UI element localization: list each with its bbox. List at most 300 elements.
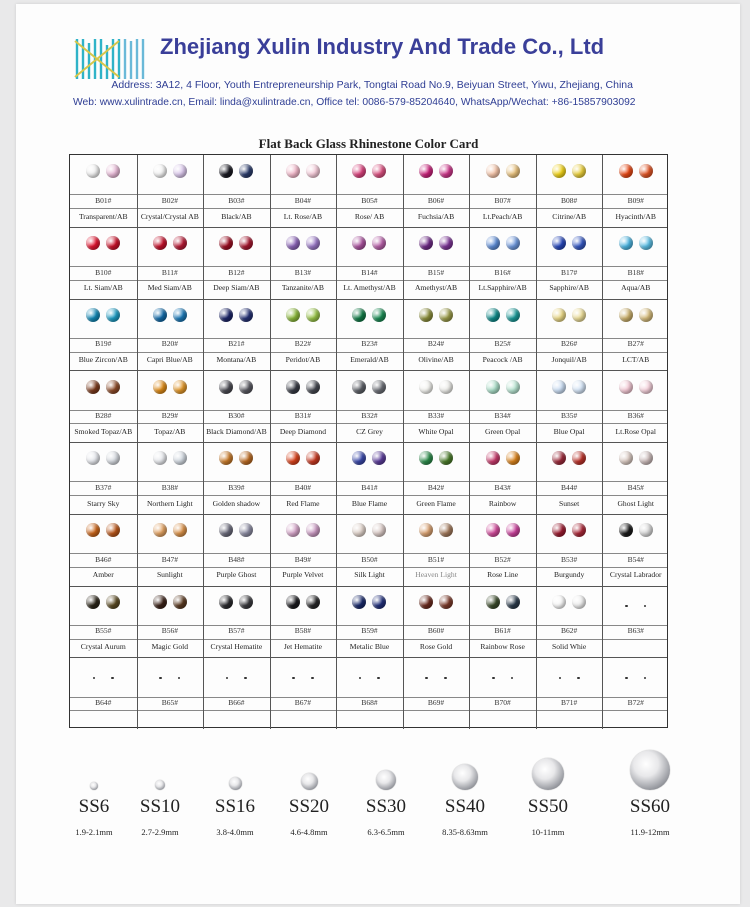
color-code: B30# [228,411,245,421]
rhinestone-pair [203,595,270,609]
rhinestone-swatch [352,236,366,250]
color-code: B01# [95,195,112,205]
rhinestone-swatch [486,595,500,609]
color-chart-table [69,154,668,728]
color-swatch-cell [403,514,470,586]
color-swatch-cell [137,514,204,586]
color-name: Silk Light [354,570,385,580]
color-swatch-cell [70,586,137,658]
color-swatch-cell [270,155,337,227]
color-code: B72# [627,698,644,708]
rhinestone-pair [469,236,536,250]
color-swatch-cell [469,514,536,586]
rhinestone-swatch [219,595,233,609]
color-name: Heaven Light [415,570,457,580]
color-code: B04# [294,195,312,205]
rhinestone-swatch [639,380,653,394]
empty-swatch-dots [336,677,403,680]
rhinestone-pair [536,595,603,609]
rhinestone-pair [70,451,137,465]
rhinestone-swatch [86,236,100,250]
rhinestone-pair [403,164,470,178]
rhinestone-pair [270,451,337,465]
color-code: B40# [294,482,312,492]
color-code: B61# [494,626,511,636]
color-code: B27# [627,339,644,349]
color-name: Olivine/AB [418,355,454,365]
color-code: B26# [561,339,578,349]
rhinestone-pair [270,236,337,250]
placeholder-dot [492,677,495,680]
rhinestone-swatch [106,595,120,609]
color-name: Med Siam/AB [147,283,192,293]
color-swatch-cell [70,299,137,371]
color-code: B08# [561,195,578,205]
placeholder-dot [377,677,380,680]
color-swatch-cell [403,657,470,729]
color-swatch-cell [336,514,403,586]
rhinestone-swatch [552,380,566,394]
rhinestone-swatch [173,164,187,178]
rhinestone-swatch [153,380,167,394]
rhinestone-pair [336,595,403,609]
color-name: CZ Grey [356,426,383,436]
rhinestone-swatch [173,523,187,537]
rhinestone-swatch [106,523,120,537]
color-name: Purple Ghost [216,570,257,580]
color-swatch-cell [336,370,403,442]
color-code: B58# [294,626,312,636]
rhinestone-swatch [219,308,233,322]
rhinestone-size-sample [155,780,165,790]
rhinestone-swatch [173,595,187,609]
placeholder-dot [577,677,580,680]
color-swatch-cell [270,586,337,658]
color-code: B35# [561,411,578,421]
company-name: Zhejiang Xulin Industry And Trade Co., Ltd [160,34,605,59]
color-code: B71# [561,698,578,708]
rhinestone-swatch [239,164,253,178]
color-swatch-cell [403,586,470,658]
rhinestone-pair [469,164,536,178]
color-swatch-cell [270,370,337,442]
color-name: Sunset [559,498,580,508]
color-name: Green Flame [416,498,456,508]
color-code: B57# [228,626,245,636]
size-label: SS40 [444,796,486,817]
rhinestone-swatch [619,451,633,465]
rhinestone-pair [536,451,603,465]
rhinestone-pair [203,523,270,537]
color-code: B69# [427,698,445,708]
color-swatch-cell [602,586,669,658]
rhinestone-swatch [153,164,167,178]
color-name: Capri Blue/AB [146,355,193,365]
color-code: B18# [627,267,644,277]
rhinestone-pair [137,164,204,178]
color-name: Red Flame [286,498,320,508]
color-name: Crystal Aurum [80,642,126,652]
rhinestone-swatch [173,236,187,250]
size-label: SS60 [629,796,671,817]
color-swatch-cell [403,442,470,514]
size-diameter: 4.6-4.8mm [290,827,328,837]
color-name: Emerald/AB [350,355,389,365]
rhinestone-swatch [439,308,453,322]
color-swatch-cell [536,586,603,658]
rhinestone-pair [336,236,403,250]
color-code: B59# [361,626,378,636]
rhinestone-size-sample [229,777,242,790]
rhinestone-pair [336,380,403,394]
color-swatch-cell [336,657,403,729]
color-swatch-cell [602,442,669,514]
rhinestone-swatch [439,523,453,537]
color-code: B07# [494,195,511,205]
color-name: Solid Whie [552,642,587,652]
color-name: LCT/AB [622,355,650,365]
color-code: B66# [228,698,245,708]
color-swatch-cell [270,657,337,729]
rhinestone-swatch [306,164,320,178]
color-code: B46# [95,554,112,564]
color-name: Crystal/Crystal AB [140,211,199,221]
rhinestone-pair [469,451,536,465]
empty-swatch-dots [469,677,536,680]
rhinestone-swatch [239,308,253,322]
rhinestone-swatch [506,380,520,394]
color-swatch-cell [137,657,204,729]
placeholder-dot [425,677,428,680]
size-diameter: 11.9-12mm [630,827,670,837]
rhinestone-swatch [419,380,433,394]
rhinestone-pair [70,308,137,322]
rhinestone-swatch [439,236,453,250]
color-name: Crystal Labrador [609,570,662,580]
color-code: B23# [361,339,378,349]
stone-size-chart [0,740,750,850]
color-name: Blue Opal [553,426,585,436]
color-name: Jet Hematite [283,642,323,652]
color-name: Topaz/AB [154,426,186,436]
color-code: B64# [95,698,112,708]
rhinestone-pair [403,595,470,609]
color-code: B70# [494,698,511,708]
xulin-logo [73,35,151,83]
color-name: Blue Zircon/AB [78,355,128,365]
rhinestone-pair [270,308,337,322]
color-swatch-cell [469,299,536,371]
color-swatch-cell [203,514,270,586]
rhinestone-pair [70,523,137,537]
placeholder-dot [644,677,647,680]
empty-swatch-dots [602,677,669,680]
color-swatch-cell [270,227,337,299]
size-label: SS30 [365,796,407,817]
color-code: B49# [294,554,312,564]
rhinestone-pair [403,308,470,322]
rhinestone-swatch [306,595,320,609]
rhinestone-swatch [439,380,453,394]
color-name: Sapphire/AB [549,283,589,293]
color-swatch-cell [137,586,204,658]
rhinestone-swatch [372,595,386,609]
color-code: B13# [294,267,312,277]
color-name: Lt. Siam/AB [83,283,123,293]
color-swatch-cell [536,227,603,299]
rhinestone-pair [403,236,470,250]
rhinestone-swatch [619,380,633,394]
rhinestone-swatch [86,595,100,609]
rhinestone-swatch [572,451,586,465]
rhinestone-swatch [306,236,320,250]
rhinestone-swatch [506,523,520,537]
rhinestone-swatch [219,164,233,178]
color-name: Lt.Sapphire/AB [478,283,527,293]
rhinestone-swatch [372,523,386,537]
color-swatch-cell [536,299,603,371]
rhinestone-swatch [572,236,586,250]
color-swatch-cell [536,514,603,586]
color-name: Green Opal [484,426,521,436]
color-swatch-cell [203,227,270,299]
rhinestone-swatch [639,164,653,178]
rhinestone-swatch [153,308,167,322]
rhinestone-swatch [419,164,433,178]
rhinestone-swatch [286,164,300,178]
color-code: B63# [627,626,644,636]
color-code: B65# [161,698,178,708]
placeholder-dot [559,677,562,680]
rhinestone-swatch [153,236,167,250]
color-code: B25# [494,339,511,349]
size-diameter: 1.9-2.1mm [75,827,113,837]
color-name: Lt. Rose/AB [283,211,323,221]
color-name: Hyacinth/AB [615,211,656,221]
color-swatch-cell [403,227,470,299]
color-code: B20# [161,339,178,349]
empty-swatch-dots [70,677,137,680]
color-name: Ghost Light [617,498,654,508]
color-name: Lt. Amethyst/AB [343,283,396,293]
color-code: B34# [494,411,511,421]
color-code: B17# [561,267,578,277]
empty-swatch-dots [602,605,669,608]
empty-swatch-dots [137,677,204,680]
color-code: B09# [627,195,644,205]
color-name: Burgundy [554,570,585,580]
rhinestone-swatch [239,380,253,394]
rhinestone-swatch [419,236,433,250]
rhinestone-swatch [239,595,253,609]
placeholder-dot [511,677,514,680]
rhinestone-swatch [486,308,500,322]
color-name: Sunlight [156,570,183,580]
placeholder-dot [359,677,362,680]
color-code: B19# [95,339,112,349]
color-code: B02# [161,195,178,205]
color-swatch-cell [469,586,536,658]
color-code: B67# [294,698,312,708]
placeholder-dot [93,677,96,680]
rhinestone-swatch [106,236,120,250]
rhinestone-swatch [239,523,253,537]
placeholder-dot [178,677,181,680]
rhinestone-swatch [552,451,566,465]
rhinestone-swatch [419,595,433,609]
color-name: Tanzanite/AB [281,283,324,293]
rhinestone-swatch [286,308,300,322]
color-name: Rose Line [487,570,519,580]
color-swatch-cell [203,155,270,227]
rhinestone-swatch [486,236,500,250]
color-code: B15# [427,267,445,277]
rhinestone-pair [70,595,137,609]
rhinestone-swatch [419,451,433,465]
rhinestone-swatch [106,451,120,465]
color-code: B55# [95,626,112,636]
color-code: B03# [228,195,245,205]
color-swatch-cell [203,299,270,371]
color-name: Citrine/AB [552,211,587,221]
rhinestone-swatch [352,380,366,394]
color-name: Transparent/AB [78,211,128,221]
rhinestone-swatch [552,595,566,609]
color-swatch-cell [469,657,536,729]
rhinestone-swatch [419,523,433,537]
color-name: Rainbow [488,498,517,508]
rhinestone-swatch [486,451,500,465]
rhinestone-size-sample [376,770,396,790]
rhinestone-swatch [619,236,633,250]
color-code: B37# [95,482,112,492]
rhinestone-swatch [352,164,366,178]
company-address: Address: 3A12, 4 Floor, Youth Entrepreneurship Park, Tongtai Road No.9, Beiyuan Street, Yiwu, Zhejiang, China [111,79,633,91]
color-code: B56# [161,626,178,636]
color-swatch-cell [70,442,137,514]
color-name: Crystal Hematite [210,642,263,652]
rhinestone-swatch [306,380,320,394]
rhinestone-swatch [239,451,253,465]
color-swatch-cell [602,657,669,729]
placeholder-dot [111,677,114,680]
color-swatch-cell [602,227,669,299]
color-swatch-cell [336,227,403,299]
rhinestone-pair [536,380,603,394]
rhinestone-pair [203,380,270,394]
rhinestone-swatch [486,380,500,394]
placeholder-dot [625,605,628,608]
color-name: Metalic Blue [349,642,390,652]
color-name: Starry Sky [87,498,120,508]
color-name: Peacock /AB [482,355,523,365]
rhinestone-pair [403,380,470,394]
rhinestone-swatch [506,451,520,465]
color-swatch-cell [336,155,403,227]
color-code: B11# [161,267,178,277]
rhinestone-swatch [286,236,300,250]
color-swatch-cell [536,370,603,442]
color-name: Amber [92,570,114,580]
rhinestone-swatch [506,595,520,609]
color-code: B06# [427,195,445,205]
color-code: B10# [95,267,112,277]
color-code: B47# [161,554,178,564]
rhinestone-pair [270,523,337,537]
rhinestone-pair [70,164,137,178]
rhinestone-swatch [439,164,453,178]
rhinestone-swatch [86,523,100,537]
size-diameter: 3.8-4.0mm [216,827,254,837]
color-name: Magic Gold [151,642,189,652]
placeholder-dot [625,677,628,680]
rhinestone-swatch [219,451,233,465]
placeholder-dot [159,677,162,680]
rhinestone-swatch [552,236,566,250]
rhinestone-swatch [352,451,366,465]
rhinestone-swatch [173,380,187,394]
rhinestone-pair [137,523,204,537]
color-name: Deep Siam/AB [213,283,260,293]
card-title: Flat Back Glass Rhinestone Color Card [258,136,479,151]
rhinestone-pair [469,595,536,609]
rhinestone-swatch [572,380,586,394]
rhinestone-swatch [352,523,366,537]
color-code: B24# [427,339,445,349]
rhinestone-pair [137,380,204,394]
rhinestone-swatch [372,308,386,322]
color-swatch-cell [469,227,536,299]
rhinestone-swatch [572,308,586,322]
rhinestone-pair [70,236,137,250]
color-code: B62# [561,626,578,636]
rhinestone-swatch [86,164,100,178]
rhinestone-swatch [572,523,586,537]
rhinestone-pair [469,523,536,537]
rhinestone-pair [270,595,337,609]
color-swatch-cell [203,657,270,729]
rhinestone-swatch [639,236,653,250]
color-name: Lt.Rose Opal [615,426,656,436]
rhinestone-pair [336,523,403,537]
color-swatch-cell [203,586,270,658]
empty-swatch-dots [403,677,470,680]
rhinestone-pair [137,451,204,465]
color-code: B28# [95,411,112,421]
rhinestone-swatch [352,308,366,322]
color-swatch-cell [137,299,204,371]
rhinestone-swatch [86,451,100,465]
rhinestone-swatch [306,308,320,322]
rhinestone-pair [70,380,137,394]
rhinestone-pair [270,164,337,178]
color-swatch-cell [602,514,669,586]
rhinestone-pair [203,236,270,250]
color-code: B50# [361,554,378,564]
color-code: B68# [361,698,378,708]
color-swatch-cell [70,155,137,227]
rhinestone-swatch [506,236,520,250]
color-name: Fuchsia/AB [417,211,455,221]
color-swatch-cell [469,442,536,514]
rhinestone-swatch [619,523,633,537]
rhinestone-swatch [372,164,386,178]
rhinestone-pair [536,164,603,178]
color-swatch-cell [270,442,337,514]
color-name: Montana/AB [216,355,257,365]
color-name: White Opal [418,426,454,436]
rhinestone-swatch [86,308,100,322]
